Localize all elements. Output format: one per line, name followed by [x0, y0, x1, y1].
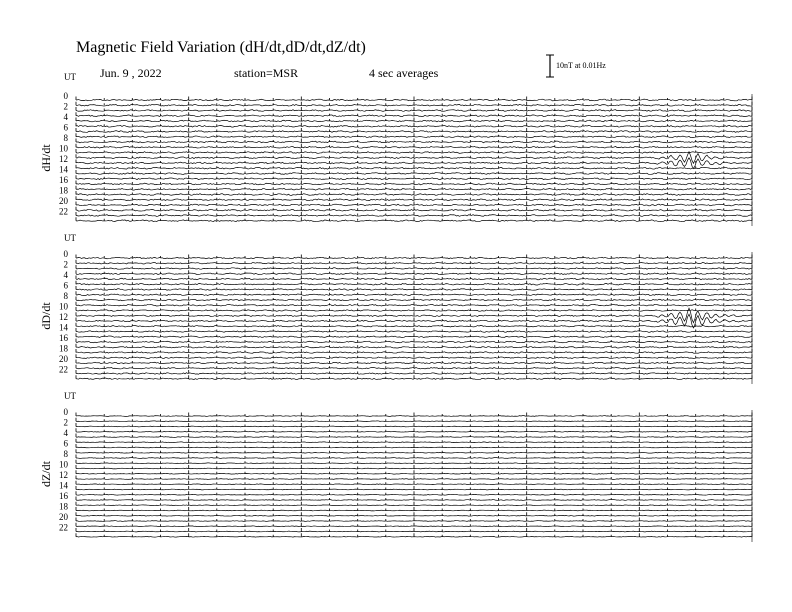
time-tick-row — [76, 102, 752, 106]
hour-tick-label: 12 — [59, 154, 68, 164]
time-tick-row — [76, 491, 752, 495]
hour-tick-label: 22 — [59, 364, 68, 375]
hour-tick-label: 10 — [59, 459, 68, 470]
hour-tick-label: 18 — [59, 343, 68, 354]
time-tick-row — [76, 533, 752, 537]
hour-tick-label: 10 — [59, 301, 68, 312]
time-tick-row — [76, 318, 752, 322]
hour-tick-label: 6 — [63, 438, 68, 449]
hour-tick-label: 14 — [59, 164, 68, 175]
hour-tick-label: 0 — [63, 249, 68, 259]
hour-tick-label: 14 — [59, 480, 68, 491]
date-label: Jun. 9 , 2022 — [100, 66, 162, 80]
hour-tick-label: 8 — [63, 449, 68, 459]
y-axis-label: dD/dt — [39, 302, 53, 330]
time-tick-row — [76, 523, 752, 527]
time-tick-row — [76, 434, 752, 438]
hour-tick-label: 2 — [63, 259, 68, 270]
hour-tick-label: 22 — [59, 206, 68, 217]
time-tick-row — [76, 191, 752, 195]
time-tick-row — [76, 423, 752, 427]
ut-label: UT — [64, 391, 76, 401]
hour-tick-label: 8 — [63, 291, 68, 301]
time-tick-row — [76, 476, 752, 480]
hour-tick-label: 20 — [59, 512, 68, 522]
hour-tick-label: 16 — [59, 491, 68, 501]
y-axis-label: dH/dt — [39, 144, 53, 172]
ut-label: UT — [64, 72, 76, 82]
hour-tick-label: 4 — [63, 428, 68, 438]
hour-tick-label: 4 — [63, 270, 68, 280]
hour-tick-label: 2 — [63, 101, 68, 112]
time-tick-row — [76, 481, 752, 485]
time-tick-row — [76, 207, 752, 211]
time-tick-row — [76, 328, 752, 332]
time-tick-row — [76, 307, 752, 311]
hour-tick-label: 0 — [63, 91, 68, 101]
hour-tick-label: 10 — [59, 143, 68, 154]
time-tick-row — [76, 291, 752, 295]
time-tick-row — [76, 518, 752, 522]
time-tick-row — [76, 170, 752, 174]
hour-tick-label: 6 — [63, 122, 68, 133]
time-tick-row — [76, 297, 752, 301]
y-axis-label: dZ/dt — [39, 461, 53, 487]
hour-tick-label: 20 — [59, 354, 68, 364]
hour-tick-label: 18 — [59, 501, 68, 512]
hour-tick-label: 12 — [59, 312, 68, 322]
hour-tick-label: 6 — [63, 280, 68, 291]
hour-tick-label: 2 — [63, 417, 68, 428]
hour-tick-label: 20 — [59, 196, 68, 206]
time-tick-row — [76, 365, 752, 369]
hour-tick-label: 16 — [59, 175, 68, 185]
hour-tick-label: 4 — [63, 112, 68, 122]
time-tick-row — [76, 260, 752, 264]
hour-tick-label: 14 — [59, 322, 68, 333]
time-tick-row — [76, 276, 752, 280]
time-tick-row — [76, 470, 752, 474]
time-tick-row — [76, 486, 752, 490]
time-tick-row — [76, 413, 752, 417]
time-tick-row — [76, 465, 752, 469]
time-tick-row — [76, 181, 752, 185]
time-tick-row — [76, 139, 752, 143]
time-tick-row — [76, 270, 752, 274]
scale-bar-label: 10nT at 0.01Hz — [556, 61, 606, 70]
hour-tick-label: 12 — [59, 470, 68, 480]
time-tick-row — [76, 128, 752, 132]
chart-title: Magnetic Field Variation (dH/dt,dD/dt,dZ/dt) — [76, 39, 366, 56]
hour-tick-label: 8 — [63, 133, 68, 143]
time-tick-row — [76, 286, 752, 290]
time-tick-row — [76, 455, 752, 459]
time-tick-row — [76, 460, 752, 464]
time-tick-row — [76, 202, 752, 206]
hour-tick-label: 22 — [59, 522, 68, 533]
hour-tick-label: 0 — [63, 407, 68, 417]
averaging-label: 4 sec averages — [369, 66, 439, 80]
station-label: station=MSR — [234, 66, 299, 80]
hour-tick-label: 18 — [59, 185, 68, 196]
time-tick-row — [76, 175, 752, 179]
time-tick-row — [76, 160, 752, 164]
time-tick-row — [76, 528, 752, 532]
ut-label: UT — [64, 233, 76, 243]
hour-tick-label: 16 — [59, 333, 68, 343]
